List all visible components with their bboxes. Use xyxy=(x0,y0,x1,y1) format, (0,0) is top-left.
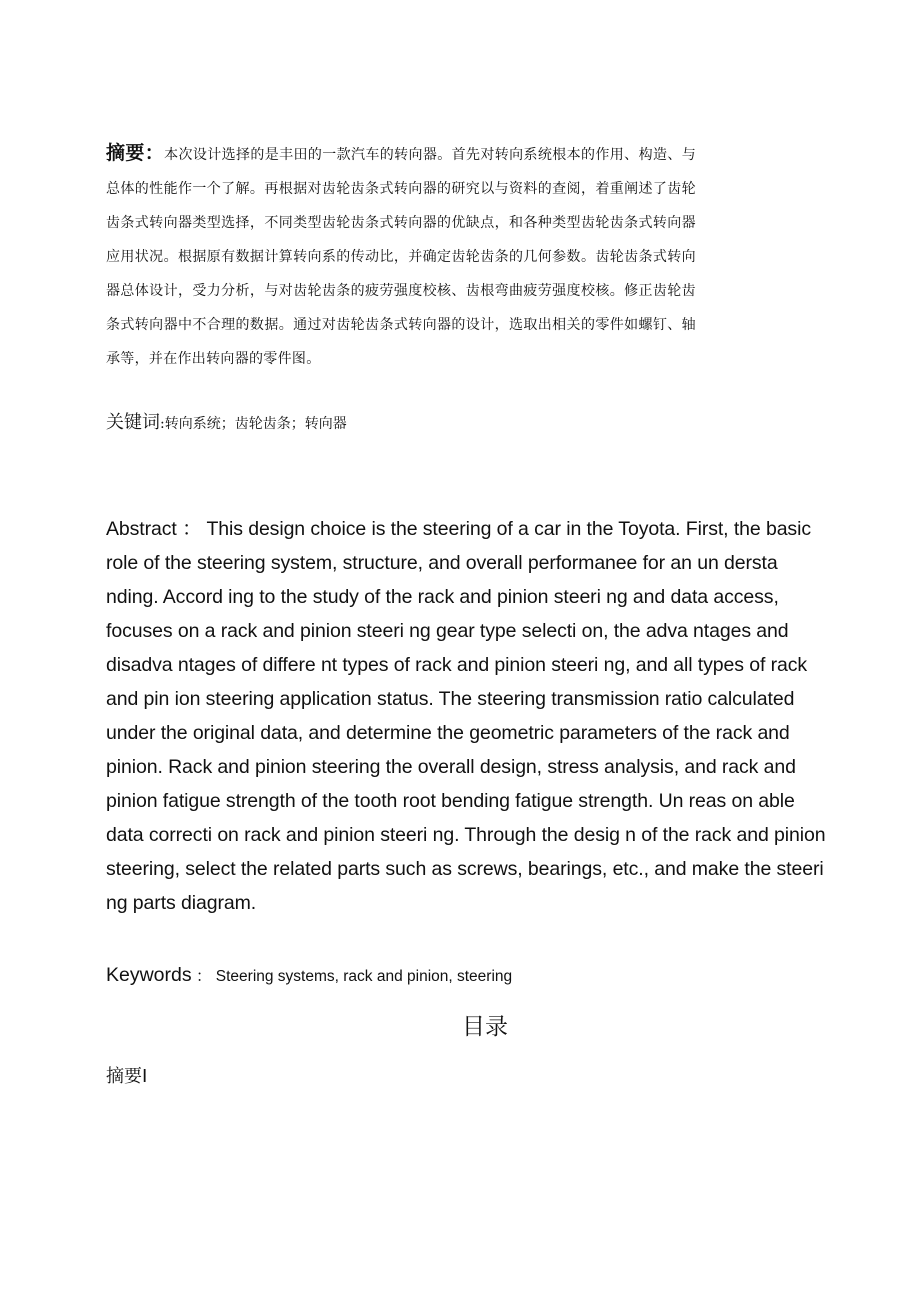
chinese-keywords xyxy=(106,408,347,439)
chinese-keywords-label: 关键词 xyxy=(106,412,160,433)
toc-entry-page: I xyxy=(142,1066,148,1087)
english-abstract-label: Abstract xyxy=(106,518,177,540)
english-abstract-separator: ： xyxy=(182,518,202,540)
toc-title: 目录 xyxy=(462,1014,508,1040)
chinese-abstract xyxy=(106,136,696,376)
english-abstract-text: This design choice is the steering of a car in the Toyota. First, the basic role of the steering system, structure, and overall performanee for an un dersta nding. Accord ing to the study of the rack and pinion steeri ng and data access, focuses on a rack and pinion steeri ng gear type selecti on, the adva ntages and disadva ntages of differe nt types of rack and pinion steeri ng, and all types of rack and pin ion steering application status. The steering transmission ratio calculated under the original data, and determine the geometric parameters of the rack and pinion. Rack and pinion steering the overall design, stress analysis, and rack and pinion fatigue strength of the tooth root bending fatigue strength. Un reas on able data correcti on rack and pinion steeri ng. Through the desig n of the rack and pinion steering, select the related parts such as screws, bearings, etc., and make the steeri ng parts diagram. xyxy=(106,518,826,914)
english-keywords-label: Keywords xyxy=(106,964,192,986)
toc-entry-label: 摘要 xyxy=(106,1066,142,1087)
english-keywords xyxy=(106,960,512,992)
chinese-keywords-text: :转向系统；齿轮齿条；转向器 xyxy=(160,416,347,432)
toc-entry-abstract[interactable] xyxy=(106,1062,147,1092)
chinese-abstract-text: 本次设计选择的是丰田的一款汽车的转向器。首先对转向系统根本的作用、构造、与总体的性能作一个了解。再根据对齿轮齿条式转向器的研究以与资料的查阅，着重阐述了齿轮齿条式转向器类型选择，不同类型齿轮齿条式转向器的优缺点，和各种类型齿轮齿条式转向器应用状况。根据原有数据计算转向系的传动比，并确定齿轮齿条的几何参数。齿轮齿条式转向器总体设计，受力分析，与对齿轮齿条的疲劳强度校核、齿根弯曲疲劳强度校核。修正齿轮齿条式转向器中不合理的数据。通过对齿轮齿条式转向器的设计，选取出相关的零件如螺钉、轴承等，并在作出转向器的零件图。 xyxy=(106,147,696,367)
chinese-abstract-label: 摘要： xyxy=(106,142,165,164)
english-keywords-text: Steering systems, rack and pinion, steering xyxy=(215,968,513,985)
english-keywords-separator: ： xyxy=(195,968,212,985)
english-abstract xyxy=(106,512,834,920)
